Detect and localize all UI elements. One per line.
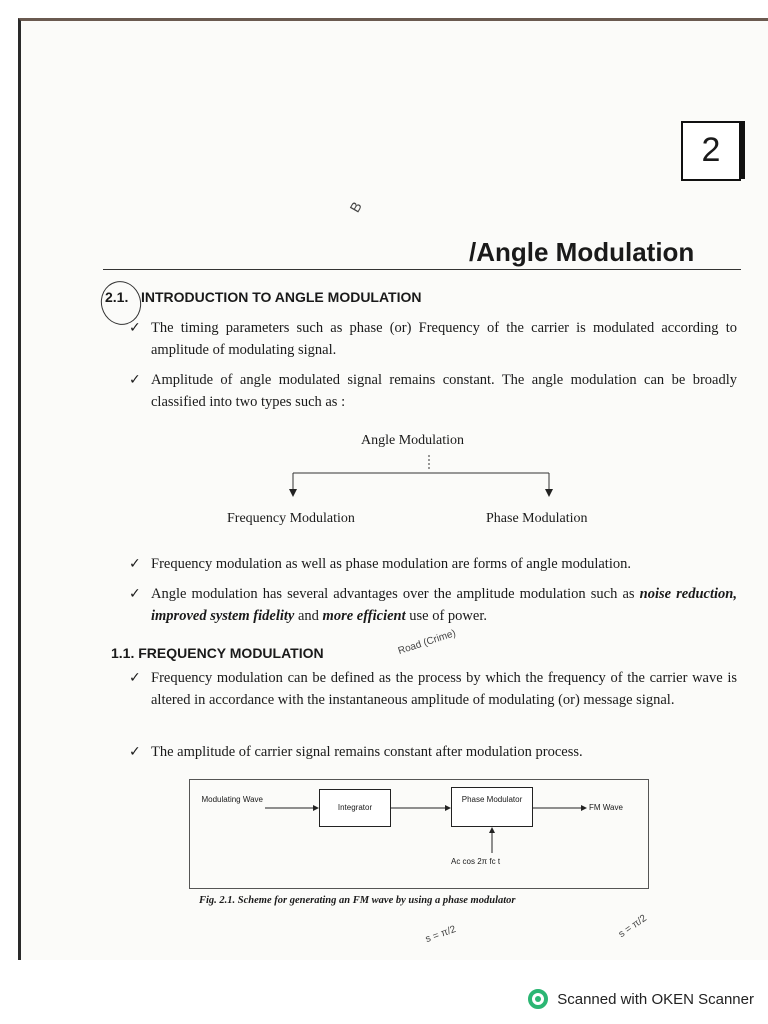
bullet-text: The timing parameters such as phase (or) Frequency of the carrier is modulated according to amplitude of modulating signal. (151, 320, 737, 358)
bullet-text: The amplitude of carrier signal remains constant after modulation process. (151, 744, 583, 760)
tree-root-label: Angle Modulation (361, 433, 465, 448)
bullet-text-end: use of power. (409, 608, 487, 624)
block-diagram-arrows (21, 21, 768, 963)
check-icon: ✓ (129, 320, 141, 336)
check-icon: ✓ (129, 744, 141, 760)
pen-scribble-bottom-left: s = π/2 (424, 923, 458, 946)
section-heading-intro: INTRODUCTION TO ANGLE MODULATION (141, 289, 422, 305)
bullet-text: Frequency modulation as well as phase modulation are forms of angle modulation. (151, 556, 631, 572)
carrier-label: Ac cos 2π fc t (451, 857, 501, 866)
pen-annotation: Road (Crime) (396, 627, 458, 658)
scanner-watermark (527, 988, 754, 1010)
check-icon: ✓ (129, 586, 141, 602)
pen-scribble-top: B (346, 198, 365, 216)
section-number: 2.1. (105, 289, 129, 305)
input-label: Modulating Wave (201, 795, 263, 804)
tree-left-label: Frequency Modulation (227, 511, 355, 526)
phase-modulator-block: Phase Modulator (451, 787, 533, 827)
check-icon: ✓ (129, 670, 141, 686)
chapter-number-box: 2 (681, 121, 741, 181)
scanned-page (18, 18, 768, 960)
integrator-block: Integrator (319, 789, 391, 827)
bullet-emphasis-2: more efficient (322, 608, 406, 624)
bullet-text-start: Angle modulation has several advantages over the amplitude modulation such as (151, 586, 635, 602)
section-heading-fm: 1.1. FREQUENCY MODULATION (111, 645, 324, 661)
bullet-text: Frequency modulation can be defined as the process by which the frequency of the carrier wave is altered in accordance with the instantaneous amplitude of modulating (or) message signal. (151, 670, 737, 708)
oken-logo-icon (527, 988, 549, 1010)
bullet-emphasis-1: noise reduction, improved system fidelity (151, 586, 737, 624)
chapter-title: /Angle Modulation (469, 237, 695, 267)
pen-scribble-bottom-right: s = π/2 (616, 912, 649, 941)
check-icon: ✓ (129, 556, 141, 572)
tree-right-label: Phase Modulation (486, 511, 588, 526)
watermark-text: Scanned with OKEN Scanner (557, 990, 754, 1008)
bullet-text-mid: and (297, 608, 319, 624)
figure-caption: Fig. 2.1. Scheme for generating an FM wave by using a phase modulator (199, 895, 516, 906)
check-icon: ✓ (129, 372, 141, 388)
bullet-text: Amplitude of angle modulated signal remains constant. The angle modulation can be broadly classified into two types such as : (151, 372, 737, 410)
output-label: FM Wave (589, 803, 623, 812)
